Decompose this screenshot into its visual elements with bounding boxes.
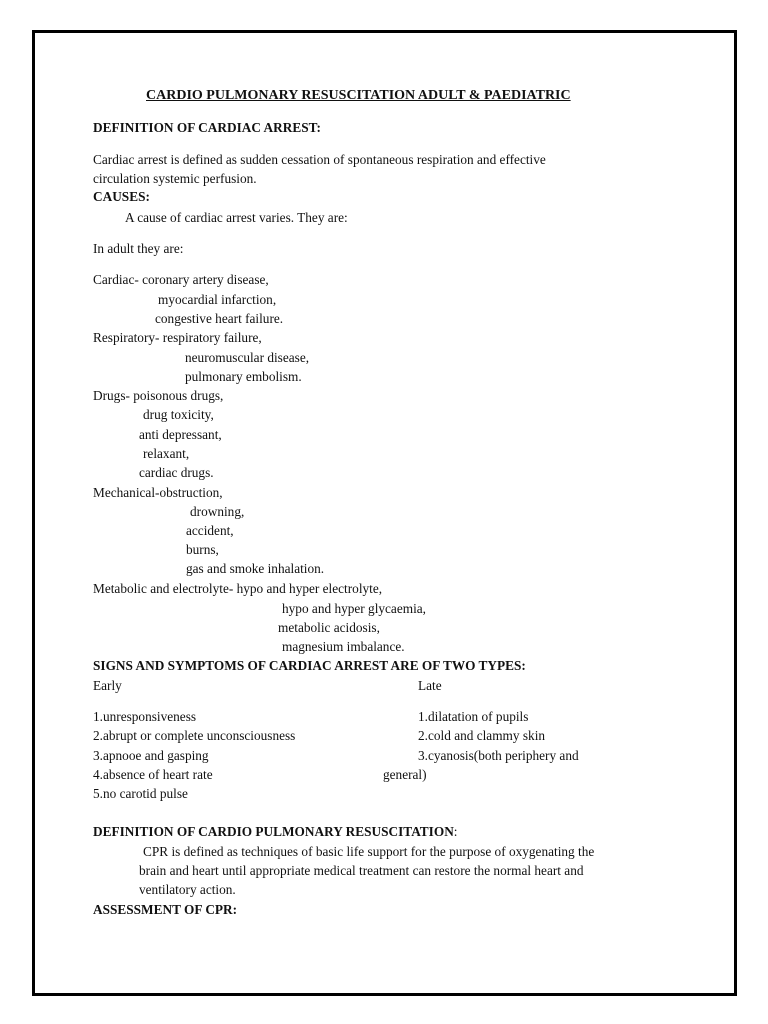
document-title: CARDIO PULMONARY RESUSCITATION ADULT & PAEDIATRIC: [146, 88, 571, 103]
cardiac-arrest-definition-heading: DEFINITION OF CARDIAC ARREST:: [93, 120, 321, 135]
cause-respiratory-item: pulmonary embolism.: [185, 369, 302, 384]
assessment-heading: ASSESSMENT OF CPR:: [93, 902, 238, 917]
cause-cardiac-item: Cardiac- coronary artery disease,: [93, 272, 269, 287]
signs-early-label: Early: [93, 678, 122, 693]
cause-metabolic-item: Metabolic and electrolyte- hypo and hyper electrolyte,: [93, 581, 383, 596]
causes-intro: A cause of cardiac arrest varies. They are:: [125, 210, 348, 225]
cause-drugs-item: cardiac drugs.: [139, 465, 214, 480]
cause-cardiac-item: congestive heart failure.: [155, 311, 284, 326]
cause-respiratory-item: neuromuscular disease,: [185, 350, 310, 365]
late-sign-item: general): [383, 767, 427, 782]
cpr-definition-colon: :: [453, 824, 458, 839]
causes-heading: CAUSES:: [93, 189, 150, 204]
cardiac-arrest-definition-line: circulation systemic perfusion.: [93, 171, 257, 186]
cpr-definition-heading-line: [93, 824, 458, 840]
cause-mechanical-item: gas and smoke inhalation.: [186, 561, 325, 576]
early-sign-item: 2.abrupt or complete unconsciousness: [93, 728, 296, 743]
cause-metabolic-item: metabolic acidosis,: [278, 620, 380, 635]
cause-mechanical-item: accident,: [186, 523, 234, 538]
early-sign-item: 3.apnooe and gasping: [93, 748, 209, 763]
cause-mechanical-item: burns,: [186, 542, 219, 557]
late-sign-item: 2.cold and clammy skin: [418, 728, 546, 743]
cpr-definition-line: CPR is defined as techniques of basic life support for the purpose of oxygenating the: [143, 844, 595, 859]
signs-late-label: Late: [418, 678, 442, 693]
early-sign-item: 4.absence of heart rate: [93, 767, 213, 782]
cause-respiratory-item: Respiratory- respiratory failure,: [93, 330, 262, 345]
cause-cardiac-item: myocardial infarction,: [158, 292, 277, 307]
late-sign-item: 3.cyanosis(both periphery and: [418, 748, 579, 763]
early-sign-item: 1.unresponsiveness: [93, 709, 197, 724]
cause-drugs-item: relaxant,: [143, 446, 190, 461]
signs-heading: SIGNS AND SYMPTOMS OF CARDIAC ARREST ARE OF TWO TYPES:: [93, 658, 526, 673]
late-sign-item: 1.dilatation of pupils: [418, 709, 529, 724]
cause-mechanical-item: drowning,: [190, 504, 245, 519]
cpr-definition-heading: DEFINITION OF CARDIO PULMONARY RESUSCITATION: [93, 824, 454, 839]
early-sign-item: 5.no carotid pulse: [93, 786, 188, 801]
cause-drugs-item: anti depressant,: [139, 427, 222, 442]
cardiac-arrest-definition-line: Cardiac arrest is defined as sudden cessation of spontaneous respiration and effective: [93, 152, 546, 167]
cause-drugs-item: drug toxicity,: [143, 407, 214, 422]
cause-metabolic-item: hypo and hyper glycaemia,: [282, 601, 426, 616]
cause-drugs-item: Drugs- poisonous drugs,: [93, 388, 224, 403]
cause-metabolic-item: magnesium imbalance.: [282, 639, 405, 654]
causes-adult-label: In adult they are:: [93, 241, 184, 256]
cpr-definition-line: brain and heart until appropriate medical treatment can restore the normal heart and: [139, 863, 584, 878]
cause-mechanical-item: Mechanical-obstruction,: [93, 485, 223, 500]
cpr-definition-line: ventilatory action.: [139, 882, 236, 897]
